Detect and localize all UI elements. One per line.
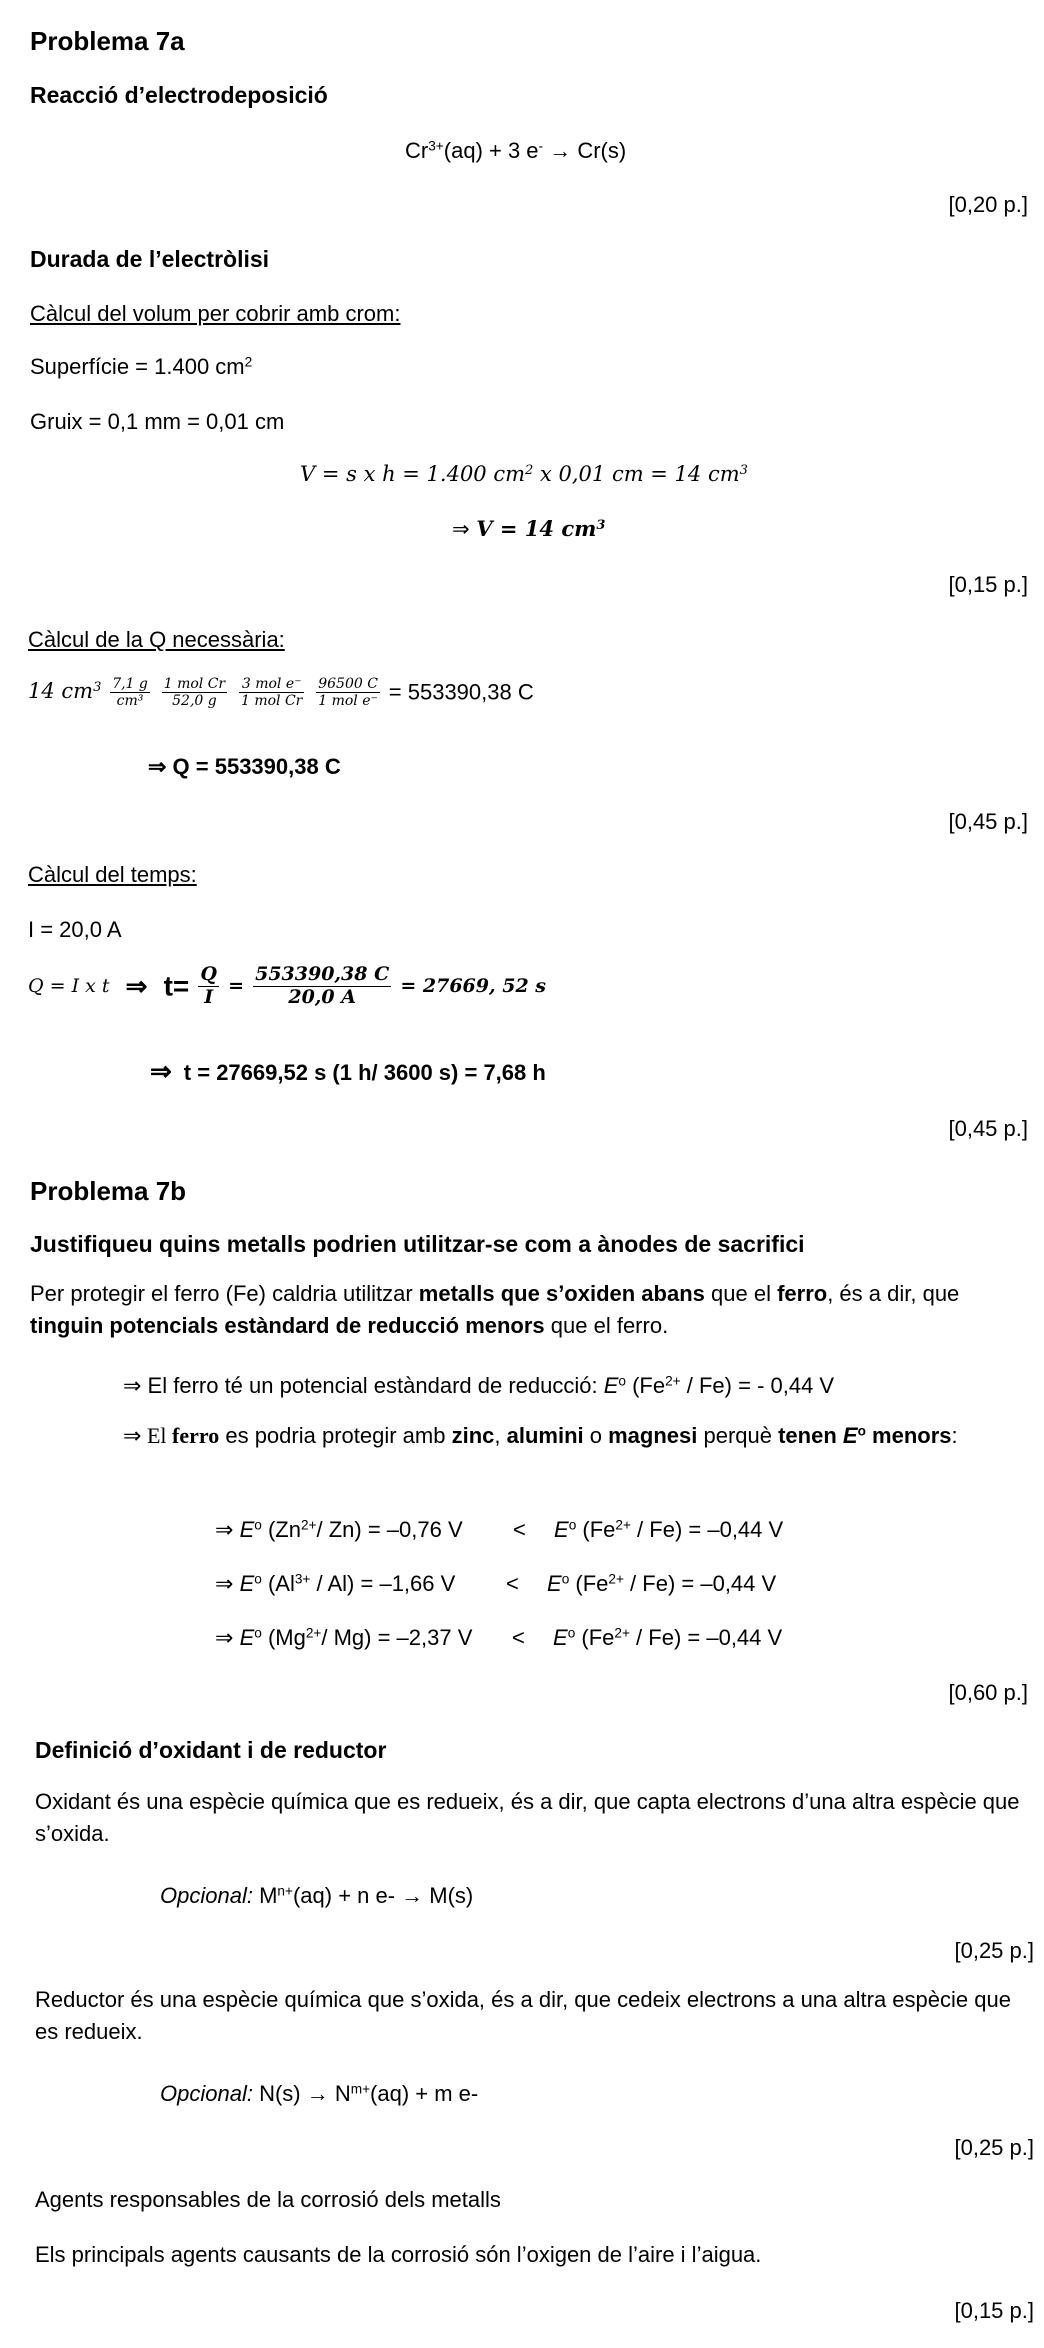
problem-7a-title: Problema 7a [30, 26, 185, 56]
electrolysis-duration-heading: Durada de l’electròlisi [30, 246, 270, 272]
electrodeposition-heading: Reacció d’electrodeposició [30, 82, 328, 108]
problem-7b-title: Problema 7b [30, 1176, 187, 1206]
fraction-q-over-i: $\frac{Q}{I}$ [200, 963, 217, 1008]
points-label: [0,25 p.] [954, 2135, 1034, 2160]
current-value: I = 20,0 A [28, 917, 122, 942]
corrosion-agents-heading: Agents responsables de la corrosió dels metalls [35, 2187, 501, 2212]
fraction-time: $\frac{553390,38 C}{20,0 A}$ [255, 963, 390, 1008]
volume-calc-heading: Càlcul del volum per cobrir amb crom: [30, 301, 401, 326]
volume-equation: V = s x h = 1.400 $cm^2$ x 0,01 cm = 14 $cm^3$ [300, 462, 748, 486]
surface-value: Superfície = 1.400 $cm^2$ [30, 354, 253, 379]
oxidant-reductant-heading: Definició d’oxidant i de reductor [35, 1737, 387, 1763]
charge-calc-heading: Càlcul de la Q necessària: [28, 627, 285, 652]
protecting-metals-line: ⇒ El ferro es podria protegir amb zinc, alumini o magnesi perquè tenen $E^o$ menors: [123, 1423, 958, 1448]
less-than: < [513, 1517, 526, 1542]
points-label: [0,45 p.] [948, 1116, 1028, 1141]
sacrificial-anodes-heading: Justifiqueu quins metalls podrien utilitzar-se com a ànodes de sacrifici [30, 1231, 805, 1257]
less-than: < [506, 1571, 519, 1596]
electrodeposition-reaction: $Cr^{3+}(aq) + 3$ e- → Cr(s) [405, 138, 627, 163]
iron-potential-ref: $E^o$ $(Fe^{2+} / Fe) = -0,44$ V [553, 1625, 783, 1650]
magnesium-potential-row: ⇒ $E^o$ ($Mg^{2+}/$ Mg) = –2,37 V [215, 1625, 473, 1650]
charge-result: ⇒ Q = 553390,38 C [148, 754, 341, 779]
iron-potential-ref: $E^o$ $(Fe^{2+} / Fe) = -0,44$ V [554, 1517, 784, 1542]
reductant-definition: Reductor és una espècie química que s’oxida, és a dir, que cedeix electrons a una altra espècie que es redueix. [35, 1987, 1011, 2044]
less-than: < [512, 1625, 525, 1650]
aluminium-potential-row: ⇒ $E^o$ $(Al^{3+} / Al) = -1,66$ V [215, 1571, 456, 1596]
fraction-faraday: $\frac{96500 C}{\text{1 mol e⁻}}$ [318, 676, 378, 710]
fraction-electrons: $\frac{\text{3 mol e⁻}}{\text{1 mol Cr}}$ [240, 676, 303, 710]
fraction-density: $\frac{7,1 g}{\text{cm³}}$ [112, 676, 148, 710]
time-calc-heading: Càlcul del temps: [28, 862, 197, 887]
fraction-molar-mass: $\frac{\text{1 mol Cr}}{52,0 g}$ [163, 676, 226, 710]
time-result: ⇒ t = 27669,52 s (1 h/ 3600 s) = 7,68 h [150, 1056, 546, 1086]
charge-equation: 14 $cm^3$ $\frac{7,1 g}{\text{cm³}}$ $\frac{\text{1 mol Cr}}{52,0 g}$ $\frac{\text{3 mol e⁻}}{\text{1 mol Cr}}$ $\frac{96500 C}{\text{1 mol e⁻}}$ = 553390,38 C [28, 676, 534, 710]
thickness-value: Gruix = 0,1 mm = 0,01 cm [30, 409, 285, 434]
time-equation: Q = I x t ⇒ t= $\frac{Q}{I}$ = $\frac{553390,38 C}{20,0 A}$ = 27669, 52 s [28, 963, 546, 1008]
points-label: [0,15 p.] [948, 572, 1028, 597]
oxidant-definition: Oxidant és una espècie química que es redueix, és a dir, que capta electrons d’una altra espècie que s’oxida. [35, 1789, 1020, 1846]
zinc-potential-row: ⇒ $E^o$ ($Zn^{2+}/$ Zn) = –0,76 V [215, 1517, 463, 1542]
corrosion-agents-text: Els principals agents causants de la corrosió són l’oxigen de l’aire i l’aigua. [35, 2242, 762, 2267]
points-label: [0,45 p.] [948, 809, 1028, 834]
points-label: [0,20 p.] [948, 192, 1028, 217]
points-label: [0,60 p.] [948, 1680, 1028, 1705]
volume-result: ⇒ V = 14 $cm^3$ [452, 516, 606, 541]
iron-potential-ref: $E^o$ $(Fe^{2+} / Fe) = -0,44$ V [547, 1571, 777, 1596]
iron-potential-line: ⇒ El ferro té un potencial estàndard de reducció: $E^o$ $(Fe^{2+} / Fe)$ = - 0,44 V [123, 1373, 835, 1398]
points-label: [0,25 p.] [954, 1938, 1034, 1963]
iron-protection-paragraph: Per protegir el ferro (Fe) caldria utilitzar metalls que s’oxiden abans que el ferro, és a dir, que tinguin potencials estàndard de reducció menors que el ferro. [30, 1281, 960, 1338]
oxidant-optional-reaction: Opcional: $M^{n+}(aq) + n$ e- → M(s) [160, 1883, 474, 1908]
points-label: [0,15 p.] [954, 2298, 1034, 2323]
reductant-optional-reaction: Opcional: $N(s) \to N^{m+}(aq) + m$ e- [160, 2081, 479, 2106]
